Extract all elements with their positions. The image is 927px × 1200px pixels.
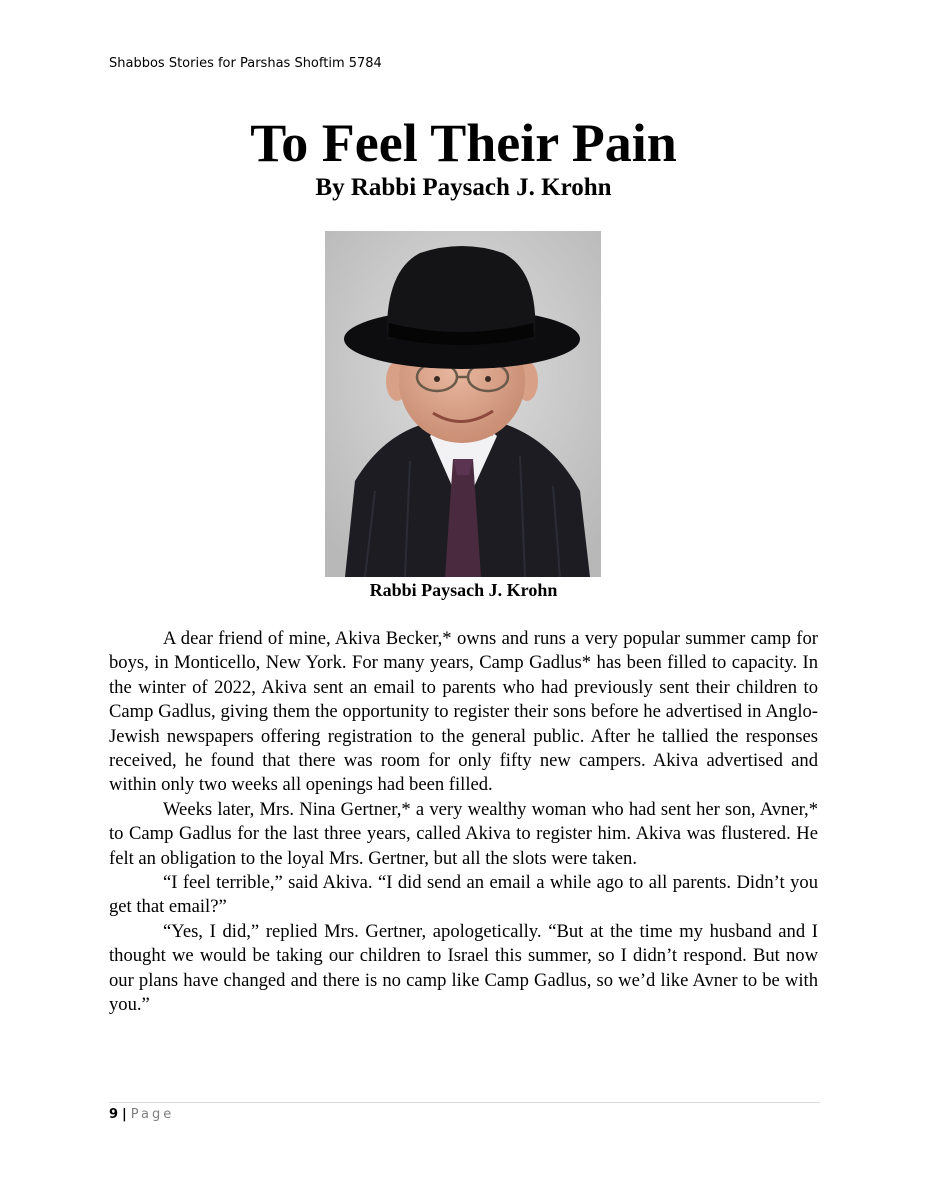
article-byline: By Rabbi Paysach J. Krohn [315, 174, 612, 201]
author-photo [325, 231, 601, 577]
article-title: To Feel Their Pain [250, 113, 677, 173]
footer-separator: | [122, 1107, 127, 1122]
footer-divider [109, 1102, 820, 1103]
body-paragraph: “I feel terrible,” said Akiva. “I did send an email a while ago to all parents. Didn’t you get that email?” [109, 872, 818, 918]
page-label: Page [130, 1107, 175, 1122]
body-paragraph: A dear friend of mine, Akiva Becker,* owns and runs a very popular summer camp for boys, in Monticello, New York. For many years, Camp Gadlus* has been filled to capacity. In the winter of 2022, Akiva sent an email to parents who had previously sent their children to Camp Gadlus, giving them the opportunity to register their sons before he advertised in Anglo-Jewish newspapers offering registration to the general public. After he tallied the responses received, he found that there was room for only fifty new campers. Akiva advertised and within only two weeks all openings had been filled. [109, 628, 818, 796]
body-paragraph: Weeks later, Mrs. Nina Gertner,* a very wealthy woman who had sent her son, Avner,* to Camp Gadlus for the last three years, called Akiva to register him. Akiva was flustered. He felt an obligation to the loyal Mrs. Gertner, but all the slots were taken. [109, 798, 818, 869]
page-footer [109, 1107, 174, 1122]
page-number: 9 [109, 1107, 119, 1122]
running-header: Shabbos Stories for Parshas Shoftim 5784 [109, 56, 382, 71]
body-paragraph: “Yes, I did,” replied Mrs. Gertner, apologetically. “But at the time my husband and I thought we would be taking our children to Israel this summer, so I didn’t respond. But now our plans have changed and there is no camp like Camp Gadlus, so we’d like Avner to be with you.” [109, 920, 818, 1016]
article-body [109, 627, 818, 1018]
photo-caption: Rabbi Paysach J. Krohn [369, 580, 558, 600]
